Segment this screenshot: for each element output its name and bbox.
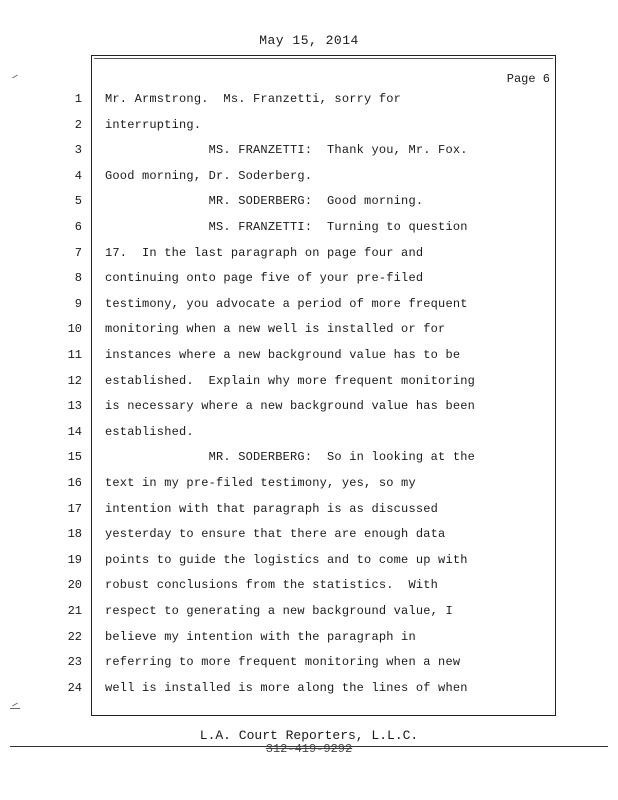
line-number: 2	[74, 118, 82, 132]
line-text: robust conclusions from the statistics. With	[105, 578, 439, 592]
line-number: 24	[67, 681, 82, 695]
line-number: 15	[67, 450, 82, 464]
scan-mark	[10, 708, 20, 709]
page-number: Page 6	[506, 72, 550, 86]
line-text: instances where a new background value has to be	[105, 348, 461, 362]
line-number: 14	[67, 425, 82, 439]
line-text: MR. SODERBERG: Good morning.	[105, 194, 424, 208]
line-number: 23	[67, 655, 82, 669]
line-text: continuing onto page five of your pre-filed	[105, 271, 424, 285]
line-text: MS. FRANZETTI: Turning to question	[105, 220, 468, 234]
line-number: 11	[67, 348, 82, 362]
line-number: 21	[67, 604, 82, 618]
line-number: 12	[67, 374, 82, 388]
line-number: 9	[74, 297, 82, 311]
line-text: text in my pre-filed testimony, yes, so my	[105, 476, 416, 490]
footer-company: L.A. Court Reporters, L.L.C.	[199, 728, 419, 743]
line-text: established.	[105, 425, 194, 439]
line-text: interrupting.	[105, 118, 202, 132]
line-text: MS. FRANZETTI: Thank you, Mr. Fox.	[105, 143, 468, 157]
line-text: Good morning, Dr. Soderberg.	[105, 169, 313, 183]
line-number: 4	[74, 169, 82, 183]
frame-top-rule	[94, 58, 553, 59]
line-number: 20	[67, 578, 82, 592]
line-number: 10	[67, 322, 82, 336]
line-number: 8	[74, 271, 82, 285]
line-number: 1	[74, 92, 82, 106]
transcript-date: May 15, 2014	[259, 33, 359, 48]
line-number: 17	[67, 502, 82, 516]
scan-mark	[12, 703, 18, 707]
line-number: 18	[67, 527, 82, 541]
line-number: 19	[67, 553, 82, 567]
line-number: 6	[74, 220, 82, 234]
line-text: respect to generating a new background value, I	[105, 604, 453, 618]
footer-phone: 312-419-9292	[265, 742, 353, 756]
line-text: 17. In the last paragraph on page four and	[105, 246, 424, 260]
line-number: 16	[67, 476, 82, 490]
line-text: believe my intention with the paragraph in	[105, 630, 416, 644]
line-text: points to guide the logistics and to come up with	[105, 553, 468, 567]
line-text: well is installed is more along the lines of when	[105, 681, 468, 695]
line-text: intention with that paragraph is as discussed	[105, 502, 439, 516]
line-text: Mr. Armstrong. Ms. Franzetti, sorry for	[105, 92, 402, 106]
line-number: 3	[74, 143, 82, 157]
line-text: yesterday to ensure that there are enough data	[105, 527, 446, 541]
line-text: MR. SODERBERG: So in looking at the	[105, 450, 476, 464]
line-text: is necessary where a new background value has been	[105, 399, 476, 413]
line-text: monitoring when a new well is installed or for	[105, 322, 446, 336]
line-number: 22	[67, 630, 82, 644]
line-number: 13	[67, 399, 82, 413]
line-number: 5	[74, 194, 82, 208]
line-text: referring to more frequent monitoring when a new	[105, 655, 461, 669]
line-number: 7	[74, 246, 82, 260]
scan-mark	[12, 75, 18, 79]
line-text: testimony, you advocate a period of more frequent	[105, 297, 468, 311]
line-text: established. Explain why more frequent monitoring	[105, 374, 476, 388]
